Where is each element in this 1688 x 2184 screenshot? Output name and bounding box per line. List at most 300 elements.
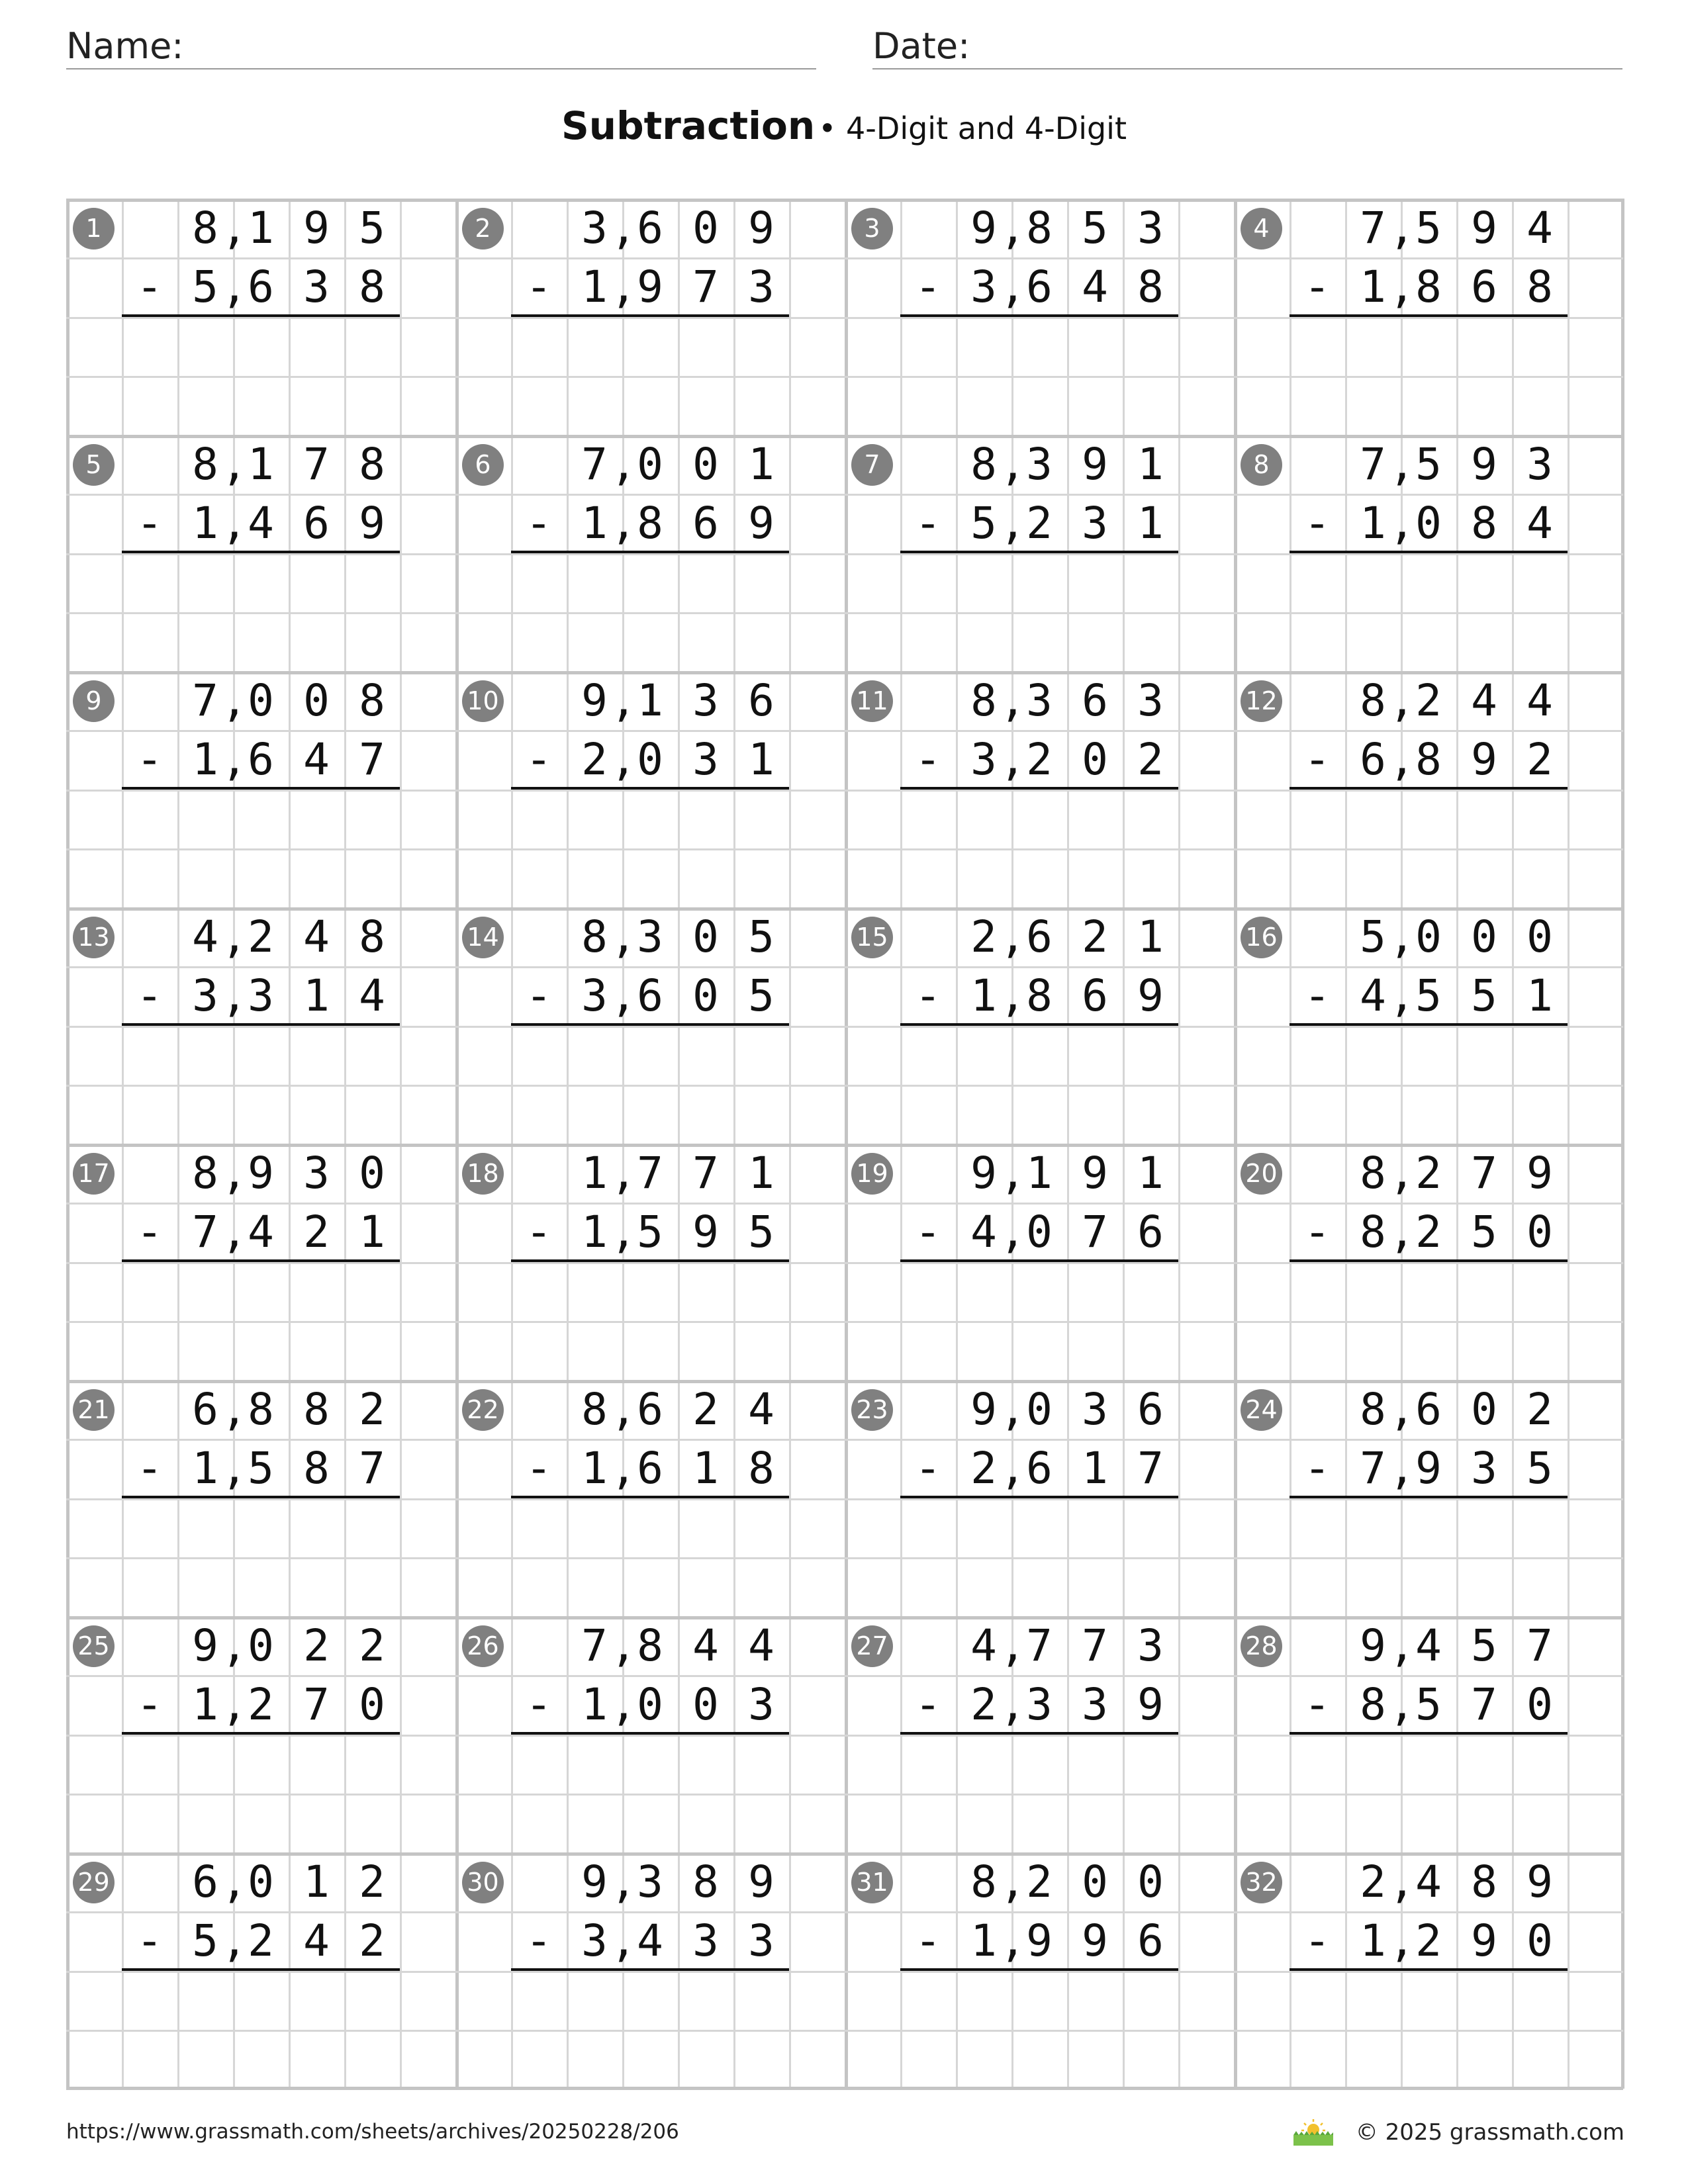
thousands-comma: , [1000,734,1026,786]
problem-14 [455,907,845,1144]
minuend-digit: 6 [1137,1384,1164,1435]
minuend-digit: 6 [748,675,774,726]
answer-line [511,1023,789,1026]
thousands-comma: , [221,261,248,313]
subtrahend-digit: 2 [1415,1915,1442,1967]
minuend-digit: 8 [581,1384,608,1435]
minus-sign: - [1309,1206,1325,1258]
minuend-digit: 1 [248,439,274,490]
answer-line [122,1968,400,1971]
subtrahend-digit: 3 [581,970,608,1022]
problem-28 [1234,1616,1623,1852]
subtrahend-digit: 1 [192,498,218,549]
thousands-comma: , [610,203,637,253]
answer-line [900,1023,1178,1026]
minuend-digit: 9 [1526,1148,1553,1199]
subtrahend-digit: 1 [581,1443,608,1494]
minuend-digit: 1 [581,1148,608,1199]
problem-number-badge: 24 [1241,1389,1282,1431]
answer-line [511,787,789,790]
thousands-comma: , [610,1915,637,1967]
thousands-comma: , [1389,1620,1415,1671]
problem-number-badge: 16 [1241,917,1282,958]
minuend-digit: 8 [359,439,385,490]
answer-line [900,787,1178,790]
minuend-digit: 7 [1526,1620,1553,1671]
minuend-digit: 8 [1026,203,1053,253]
minuend-digit: 8 [248,1384,274,1435]
footer-copyright: © 2025 grassmath.com [1355,2119,1624,2146]
problem-number-badge: 21 [73,1389,115,1431]
problem-10 [455,671,845,907]
minus-sign: - [142,1443,158,1494]
problem-21 [66,1380,455,1616]
answer-line [1289,1732,1568,1735]
problem-number-badge: 27 [851,1625,893,1667]
minuend-digit: 8 [1360,675,1386,726]
minuend-digit: 6 [637,203,663,253]
problem-1 [66,199,455,435]
subtrahend-digit: 6 [248,261,274,313]
answer-line [122,787,400,790]
problem-number-badge: 14 [462,917,504,958]
answer-line [122,1259,400,1262]
minus-sign: - [920,498,936,549]
thousands-comma: , [610,1620,637,1671]
subtrahend-digit: 9 [1137,970,1164,1022]
problem-27 [845,1616,1234,1852]
thousands-comma: , [221,911,248,962]
minus-sign: - [920,1443,936,1494]
problem-grid [66,199,1623,2089]
minuend-digit: 9 [303,203,330,253]
minuend-digit: 2 [1026,1856,1053,1907]
minuend-digit: 4 [1415,1856,1442,1907]
thousands-comma: , [610,911,637,962]
minuend-digit: 3 [1526,439,1553,490]
subtrahend-digit: 0 [637,734,663,786]
thousands-comma: , [1389,1856,1415,1907]
subtrahend-digit: 4 [359,970,385,1022]
answer-line [900,314,1178,317]
subtrahend-digit: 1 [581,1206,608,1258]
thousands-comma: , [610,1206,637,1258]
problem-number-badge: 26 [462,1625,504,1667]
subtrahend-digit: 1 [359,1206,385,1258]
thousands-comma: , [610,675,637,726]
subtrahend-digit: 4 [1082,261,1108,313]
minuend-digit: 8 [692,1856,719,1907]
minus-sign: - [142,734,158,786]
problem-number-badge: 6 [462,444,504,486]
minuend-digit: 3 [1082,1384,1108,1435]
thousands-comma: , [221,498,248,549]
minuend-digit: 7 [1471,1148,1497,1199]
problem-22 [455,1380,845,1616]
minus-sign: - [1309,1443,1325,1494]
answer-line [1289,1023,1568,1026]
subtrahend-digit: 3 [748,1915,774,1967]
minus-sign: - [1309,734,1325,786]
answer-line [122,1023,400,1026]
subtrahend-digit: 6 [692,498,719,549]
minuend-digit: 4 [192,911,218,962]
answer-line [511,1968,789,1971]
answer-line [122,1732,400,1735]
thousands-comma: , [1000,1856,1026,1907]
subtrahend-digit: 9 [1082,1915,1108,1967]
problem-number-badge: 20 [1241,1153,1282,1195]
problem-23 [845,1380,1234,1616]
subtrahend-digit: 5 [748,970,774,1022]
subtrahend-digit: 6 [248,734,274,786]
subtrahend-digit: 9 [692,1206,719,1258]
subtrahend-digit: 0 [1526,1206,1553,1258]
minuend-digit: 9 [748,203,774,253]
subtrahend-digit: 7 [1082,1206,1108,1258]
worksheet-title: Subtraction [561,103,816,148]
minuend-digit: 5 [1360,911,1386,962]
minuend-digit: 5 [1082,203,1108,253]
minuend-digit: 3 [1137,203,1164,253]
subtrahend-digit: 8 [748,1443,774,1494]
thousands-comma: , [1000,498,1026,549]
minuend-digit: 1 [748,439,774,490]
subtrahend-digit: 5 [970,498,997,549]
subtrahend-digit: 1 [581,498,608,549]
minuend-digit: 9 [970,1148,997,1199]
minuend-digit: 6 [192,1856,218,1907]
minuend-digit: 4 [303,911,330,962]
minuend-digit: 3 [1137,1620,1164,1671]
minus-sign: - [1309,261,1325,313]
thousands-comma: , [610,439,637,490]
subtrahend-digit: 4 [303,1915,330,1967]
subtrahend-digit: 6 [1026,261,1053,313]
name-line [66,68,816,69]
minuend-digit: 7 [192,675,218,726]
subtrahend-digit: 7 [692,261,719,313]
minuend-digit: 9 [1360,1620,1386,1671]
problem-15 [845,907,1234,1144]
thousands-comma: , [1000,1915,1026,1967]
minuend-digit: 9 [1526,1856,1553,1907]
thousands-comma: , [1389,439,1415,490]
thousands-comma: , [221,1856,248,1907]
subtrahend-digit: 6 [1082,970,1108,1022]
answer-line [1289,314,1568,317]
minuend-digit: 2 [359,1384,385,1435]
problem-number-badge: 2 [462,208,504,250]
subtrahend-digit: 8 [303,1443,330,1494]
subtrahend-digit: 4 [248,498,274,549]
minuend-digit: 3 [303,1148,330,1199]
minuend-digit: 0 [692,911,719,962]
subtrahend-digit: 1 [970,1915,997,1967]
minuend-digit: 2 [1526,1384,1553,1435]
minuend-digit: 1 [248,203,274,253]
minuend-digit: 2 [1415,1148,1442,1199]
subtrahend-digit: 4 [1526,498,1553,549]
subtrahend-digit: 8 [1026,970,1053,1022]
subtrahend-digit: 8 [1415,261,1442,313]
problem-26 [455,1616,845,1852]
problem-number-badge: 28 [1241,1625,1282,1667]
minuend-digit: 0 [1415,911,1442,962]
minus-sign: - [142,1679,158,1731]
answer-line [122,1496,400,1498]
thousands-comma: , [221,1679,248,1731]
problem-16 [1234,907,1623,1144]
subtrahend-digit: 3 [303,261,330,313]
subtrahend-digit: 0 [637,1679,663,1731]
answer-line [122,314,400,317]
minuend-digit: 1 [748,1148,774,1199]
subtrahend-digit: 0 [1415,498,1442,549]
minuend-digit: 2 [1415,675,1442,726]
problem-12 [1234,671,1623,907]
minuend-digit: 8 [192,439,218,490]
minuend-digit: 8 [359,675,385,726]
thousands-comma: , [1389,498,1415,549]
minuend-digit: 7 [581,439,608,490]
thousands-comma: , [221,1384,248,1435]
problem-30 [455,1852,845,2089]
subtrahend-digit: 1 [1137,498,1164,549]
minuend-digit: 1 [1137,911,1164,962]
answer-line [1289,551,1568,553]
minuend-digit: 5 [748,911,774,962]
minuend-digit: 8 [192,1148,218,1199]
subtrahend-digit: 4 [637,1915,663,1967]
problem-number-badge: 10 [462,680,504,722]
thousands-comma: , [1000,1620,1026,1671]
subtrahend-digit: 4 [303,734,330,786]
problem-24 [1234,1380,1623,1616]
subtrahend-digit: 1 [1082,1443,1108,1494]
minus-sign: - [142,970,158,1022]
subtrahend-digit: 6 [1360,734,1386,786]
worksheet-heading [0,103,1688,148]
subtrahend-digit: 3 [248,970,274,1022]
subtrahend-digit: 8 [1360,1679,1386,1731]
minuend-digit: 5 [359,203,385,253]
subtrahend-digit: 1 [1360,261,1386,313]
subtrahend-digit: 8 [1415,734,1442,786]
thousands-comma: , [1389,203,1415,253]
subtrahend-digit: 8 [1360,1206,1386,1258]
minus-sign: - [1309,1679,1325,1731]
answer-line [511,1259,789,1262]
minus-sign: - [531,1206,547,1258]
problem-number-badge: 12 [1241,680,1282,722]
minuend-digit: 7 [1360,439,1386,490]
subtrahend-digit: 1 [192,1443,218,1494]
thousands-comma: , [1389,970,1415,1022]
minuend-digit: 2 [1082,911,1108,962]
minuend-digit: 3 [1026,675,1053,726]
minuend-digit: 8 [359,911,385,962]
problem-number-badge: 19 [851,1153,893,1195]
subtrahend-digit: 8 [637,498,663,549]
minuend-digit: 8 [192,203,218,253]
thousands-comma: , [610,970,637,1022]
subtrahend-digit: 0 [359,1679,385,1731]
thousands-comma: , [610,1679,637,1731]
thousands-comma: , [610,1384,637,1435]
date-line [872,68,1622,69]
answer-line [511,1732,789,1735]
minus-sign: - [920,1679,936,1731]
subtrahend-digit: 5 [1471,1206,1497,1258]
minuend-digit: 6 [1082,675,1108,726]
problem-4 [1234,199,1623,435]
problem-number-badge: 13 [73,917,115,958]
minuend-digit: 0 [637,439,663,490]
minus-sign: - [531,1679,547,1731]
problem-number-badge: 1 [73,208,115,250]
thousands-comma: , [1389,1206,1415,1258]
subtrahend-digit: 9 [1026,1915,1053,1967]
answer-line [122,551,400,553]
subtrahend-digit: 3 [748,1679,774,1731]
thousands-comma: , [1389,1148,1415,1199]
minuend-digit: 7 [581,1620,608,1671]
subtrahend-digit: 0 [692,1679,719,1731]
thousands-comma: , [610,1856,637,1907]
subtrahend-digit: 7 [359,1443,385,1494]
answer-line [900,1968,1178,1971]
thousands-comma: , [1389,261,1415,313]
minuend-digit: 0 [248,675,274,726]
minuend-digit: 0 [248,1856,274,1907]
subtrahend-digit: 1 [1360,498,1386,549]
subtrahend-digit: 0 [692,970,719,1022]
thousands-comma: , [221,1915,248,1967]
problem-number-badge: 29 [73,1862,115,1903]
minuend-digit: 7 [692,1148,719,1199]
subtrahend-digit: 4 [248,1206,274,1258]
minuend-digit: 8 [970,675,997,726]
thousands-comma: , [221,970,248,1022]
subtrahend-digit: 9 [1415,1443,1442,1494]
subtrahend-digit: 2 [1415,1206,1442,1258]
minuend-digit: 0 [1137,1856,1164,1907]
problem-number-badge: 15 [851,917,893,958]
subtrahend-digit: 0 [1526,1915,1553,1967]
minuend-digit: 6 [637,1384,663,1435]
thousands-comma: , [221,734,248,786]
thousands-comma: , [610,1148,637,1199]
subtrahend-digit: 3 [970,261,997,313]
subtrahend-digit: 8 [359,261,385,313]
minuend-digit: 4 [1415,1620,1442,1671]
minuend-digit: 8 [1360,1148,1386,1199]
thousands-comma: , [1000,675,1026,726]
subtrahend-digit: 5 [748,1206,774,1258]
subtrahend-digit: 1 [748,734,774,786]
minus-sign: - [531,1443,547,1494]
subtrahend-digit: 2 [1137,734,1164,786]
problem-number-badge: 17 [73,1153,115,1195]
subtrahend-digit: 2 [970,1443,997,1494]
subtrahend-digit: 0 [1082,734,1108,786]
subtrahend-digit: 3 [692,1915,719,1967]
minuend-digit: 9 [1471,439,1497,490]
minuend-digit: 1 [1137,1148,1164,1199]
problem-17 [66,1144,455,1380]
subtrahend-digit: 1 [1360,1915,1386,1967]
subtrahend-digit: 5 [1415,970,1442,1022]
thousands-comma: , [1000,439,1026,490]
minuend-digit: 4 [1526,675,1553,726]
thousands-comma: , [221,203,248,253]
subtrahend-digit: 1 [581,1679,608,1731]
minus-sign: - [531,1915,547,1967]
subtrahend-digit: 4 [1360,970,1386,1022]
grass-sun-logo-icon [1291,2118,1336,2147]
thousands-comma: , [1389,911,1415,962]
thousands-comma: , [221,1206,248,1258]
subtrahend-digit: 1 [692,1443,719,1494]
subtrahend-digit: 1 [192,1679,218,1731]
subtrahend-digit: 1 [192,734,218,786]
minus-sign: - [1309,1915,1325,1967]
problem-number-badge: 8 [1241,444,1282,486]
minuend-digit: 1 [1137,439,1164,490]
problem-number-badge: 23 [851,1389,893,1431]
problem-number-badge: 32 [1241,1862,1282,1903]
minuend-digit: 1 [1026,1148,1053,1199]
subtrahend-digit: 2 [1026,734,1053,786]
subtrahend-digit: 9 [637,261,663,313]
problem-31 [845,1852,1234,2089]
subtrahend-digit: 3 [581,1915,608,1967]
thousands-comma: , [1000,1679,1026,1731]
minuend-digit: 2 [248,911,274,962]
minuend-digit: 3 [1137,675,1164,726]
subtrahend-digit: 5 [192,261,218,313]
minuend-digit: 3 [1026,439,1053,490]
thousands-comma: , [610,1443,637,1494]
subtrahend-digit: 1 [1526,970,1553,1022]
minus-sign: - [920,1206,936,1258]
minuend-digit: 0 [1471,911,1497,962]
minuend-digit: 4 [1471,675,1497,726]
minus-sign: - [531,970,547,1022]
thousands-comma: , [610,498,637,549]
worksheet-subtitle: • 4-Digit and 4-Digit [818,111,1127,146]
subtrahend-digit: 6 [637,970,663,1022]
footer-branding [1291,2118,1624,2147]
minuend-digit: 5 [1415,439,1442,490]
answer-line [1289,787,1568,790]
answer-line [900,1732,1178,1735]
minuend-digit: 6 [1415,1384,1442,1435]
minus-sign: - [920,1915,936,1967]
minuend-digit: 7 [1026,1620,1053,1671]
minuend-digit: 4 [1526,203,1553,253]
answer-line [511,1496,789,1498]
subtrahend-digit: 8 [1526,261,1553,313]
problem-5 [66,435,455,671]
problem-8 [1234,435,1623,671]
subtrahend-digit: 6 [303,498,330,549]
subtrahend-digit: 2 [359,1915,385,1967]
minuend-digit: 1 [303,1856,330,1907]
problem-29 [66,1852,455,2089]
subtrahend-digit: 6 [1137,1206,1164,1258]
